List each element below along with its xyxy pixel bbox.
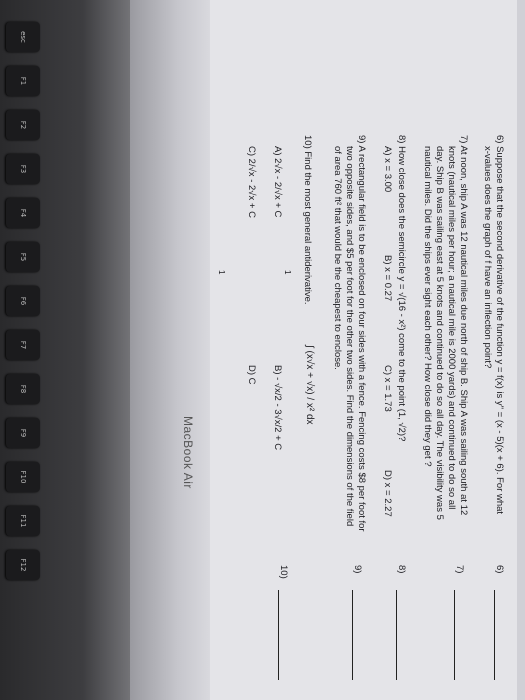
question-8-choice-b: B) x = 0.27 [382,255,393,302]
question-7-line1: 7) At noon, ship A was 12 nautical miles due north of ship B. Ship A was sailing south at 12 [458,135,469,516]
question-10-line1: 10) Find the most general antiderivative. [302,135,313,305]
answer-10-label: 10) [278,565,289,579]
question-7-line4: nautical miles. Did the ships ever sight each other? How close did they get ? [422,146,433,467]
question-10-choice-c: C) 2/√x - 2√x + C [246,146,257,218]
key-f9[interactable]: F9 [6,418,40,448]
answer-10-blank[interactable] [278,590,279,680]
page-marker-1: 1 [283,270,292,275]
screen [210,0,525,700]
question-10-choice-a: A) 2√x - 2/√x + C [272,146,283,218]
question-9-line2: two opposite sides, and $5 per foot for the other two sides. Find the dimensions of the field [344,146,355,527]
key-f1[interactable]: F1 [6,66,40,96]
question-8-choice-d: D) x = 2.27 [382,470,393,517]
key-f4[interactable]: F4 [6,198,40,228]
answer-8-label: 8) [396,565,407,574]
answer-6-blank[interactable] [494,590,495,680]
worksheet [210,0,525,700]
brand-label: MacBook Air [181,416,195,489]
keyboard [0,0,150,700]
question-10-choice-d: D) C [246,365,257,385]
question-8-line1: 8) How close does the semicircle y = √(16 - x²) come to the point (1, √2)? [396,135,407,442]
key-f3[interactable]: F3 [6,154,40,184]
question-9-line3: of area 760 ft² that would be the cheapest to enclose. [332,146,343,370]
question-8-choice-a: A) x = 3.00 [382,146,393,193]
question-7-line3: day. Ship B was sailing east at 5 knots and continued to do so all day. The visibility was 5 [434,146,445,520]
answer-9-label: 9) [352,565,363,574]
answer-6-label: 6) [494,565,505,574]
key-f10[interactable]: F10 [6,462,40,492]
answer-9-blank[interactable] [352,590,353,680]
answer-7-blank[interactable] [454,590,455,680]
answer-8-blank[interactable] [396,590,397,680]
question-10-integral: ∫ (x√x + √x) / x² dx [304,345,315,425]
page-marker-2: 1 [217,270,226,275]
key-esc[interactable]: esc [6,22,40,52]
question-6-line1: 6) Suppose that the second derivative of the function y = f(x) is y" = (x - 5)(x + 6). For what [494,135,505,515]
key-f11[interactable]: F11 [6,506,40,536]
question-8-choice-c: C) x = 1.73 [382,365,393,412]
key-f6[interactable]: F6 [6,286,40,316]
question-7-line2: knots (nautical miles per hour; a nautical mile is 2000 yards) and continued to do so all [446,146,457,510]
key-f12[interactable]: F12 [6,550,40,580]
screen-bezel [130,0,210,700]
answer-7-label: 7) [454,565,465,574]
key-f7[interactable]: F7 [6,330,40,360]
question-9-line1: 9) A rectangular field is to be enclosed on four sides with a fence. Fencing costs $8 per foot for [356,135,367,532]
question-6-line2: x-values does the graph of f have an inflection point? [482,146,493,369]
key-f5[interactable]: F5 [6,242,40,272]
question-10-choice-b: B) - √x/2 - 3√x/2 + C [272,365,283,451]
key-f8[interactable]: F8 [6,374,40,404]
browser-bar [517,0,525,700]
key-f2[interactable]: F2 [6,110,40,140]
